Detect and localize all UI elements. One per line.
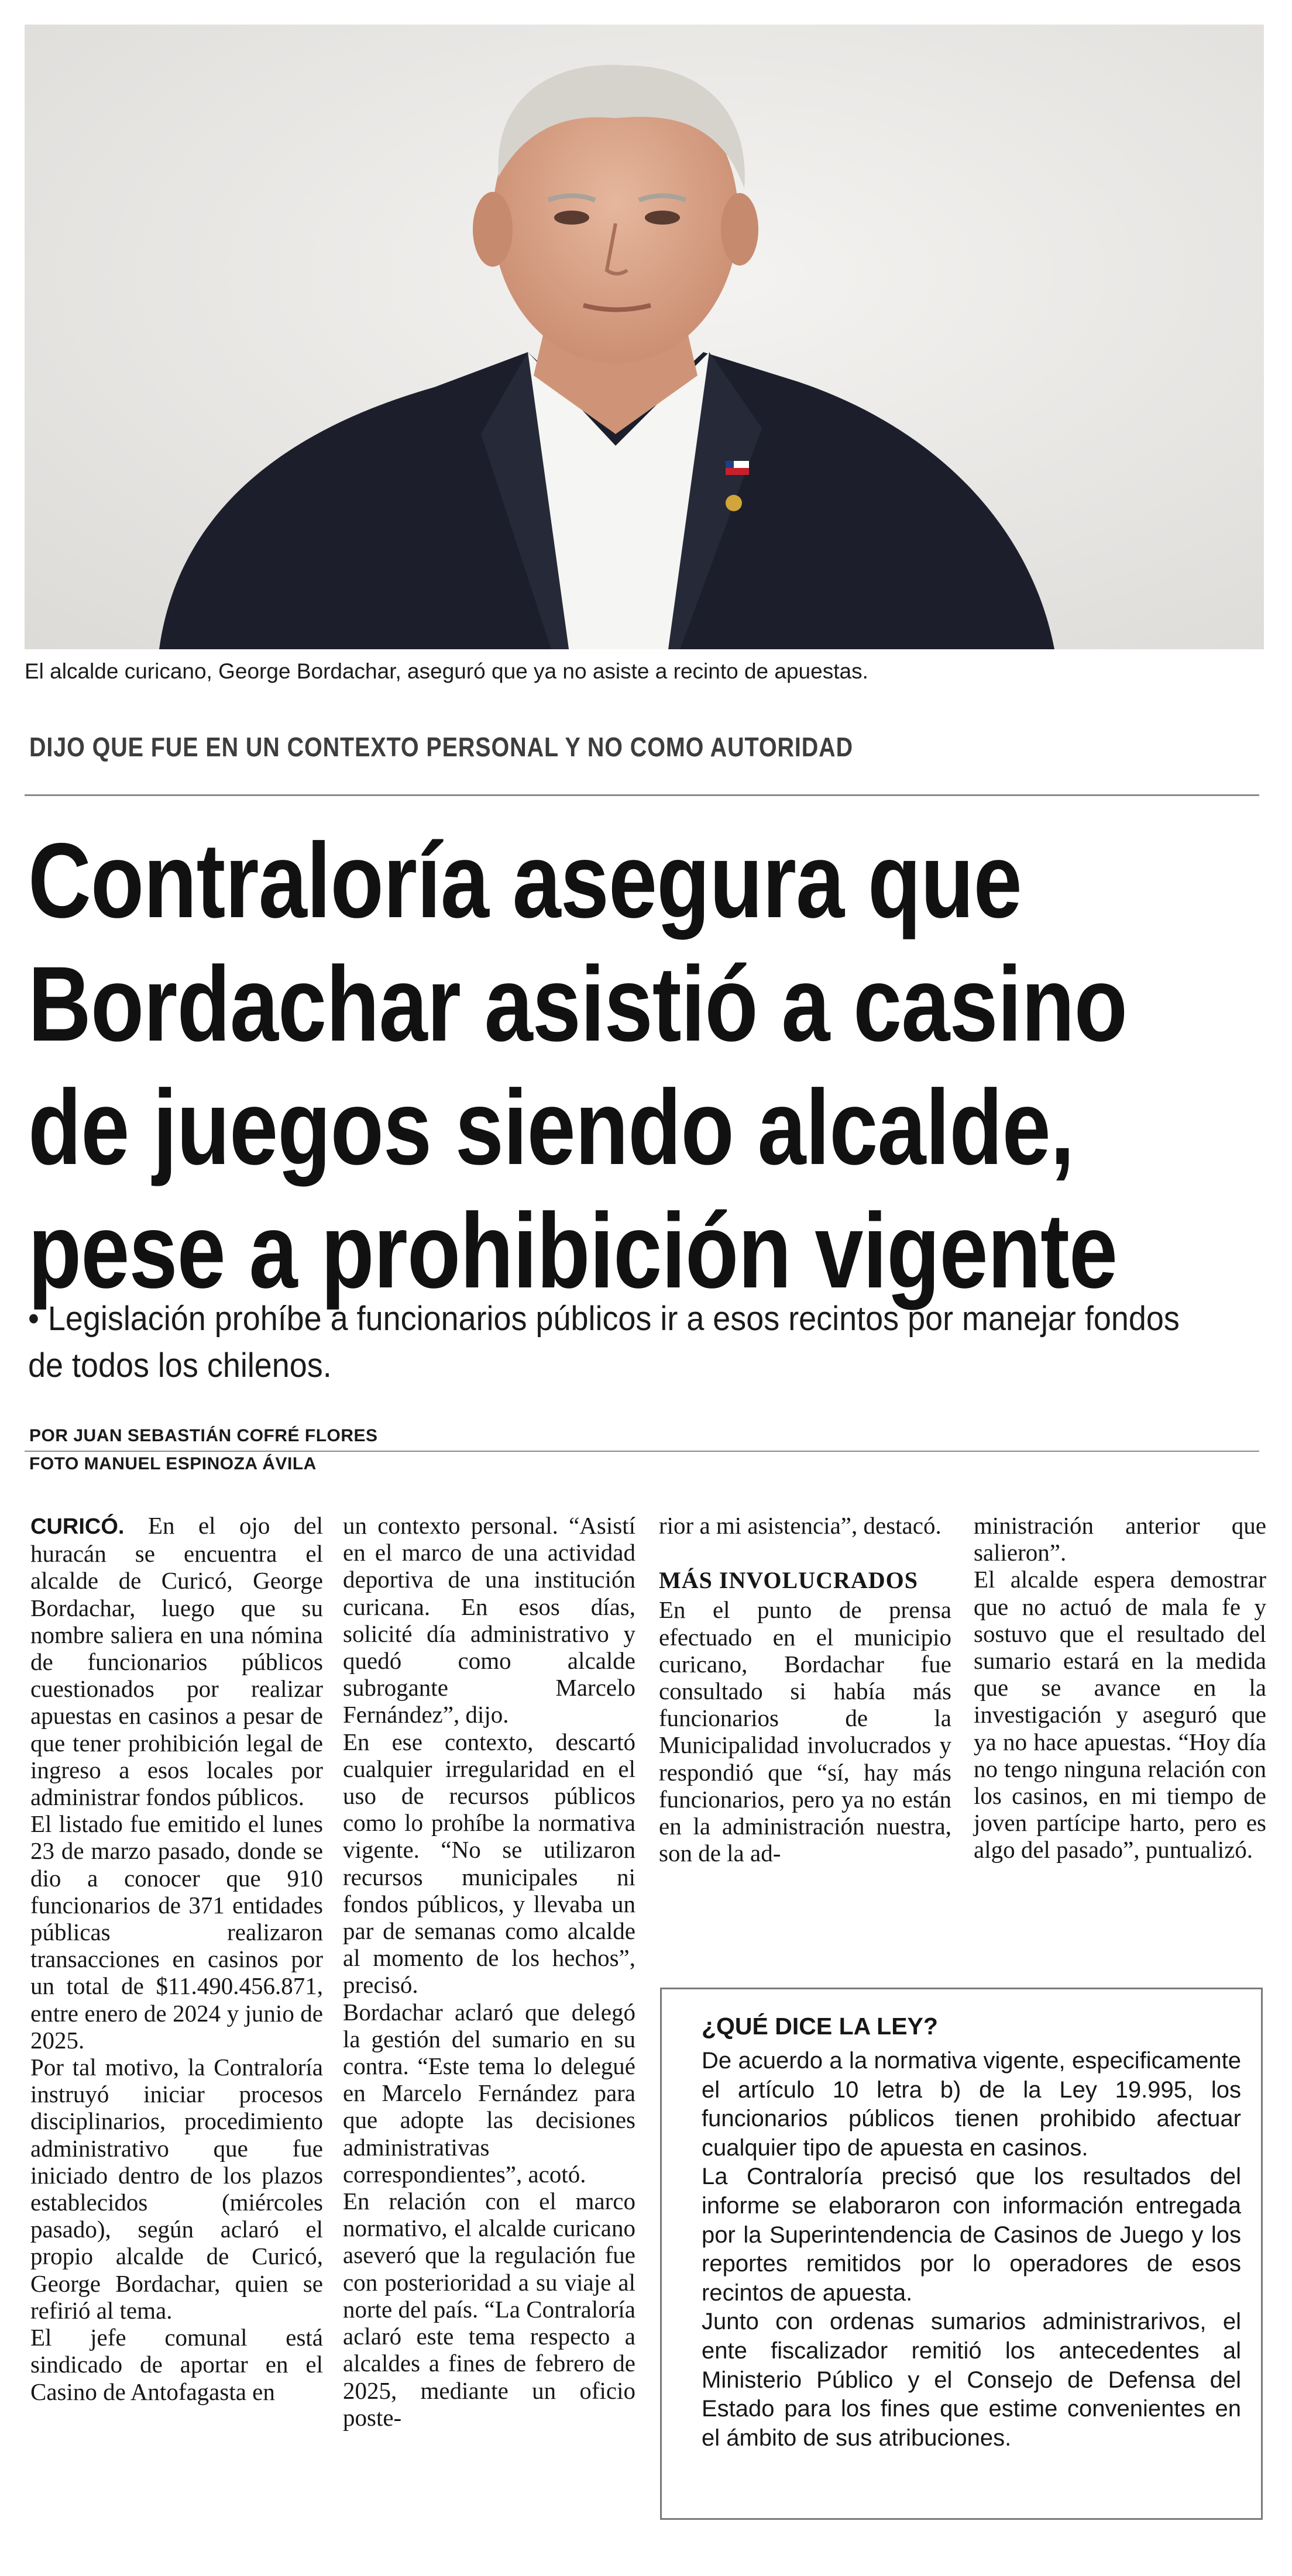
article-column-1 <box>30 1512 323 2405</box>
divider <box>25 1451 1259 1452</box>
portrait-photo-icon <box>25 25 1264 649</box>
article-photo <box>25 25 1264 649</box>
headline-line: Contraloría asegura que <box>28 821 1022 940</box>
paragraph: rior a mi asistencia”, destacó. <box>659 1512 941 1539</box>
headline-line: de juegos siendo alcalde, <box>28 1067 1074 1187</box>
paragraph: El listado fue emitido el lunes 23 de marzo pasado, donde se dio a conocer que 910 funcionarios de 371 entidades públicas realizaron transacciones en casinos por un total de $11.490.456.871, entre enero de 2024 y junio de 2025. <box>30 1810 323 2054</box>
article-column-2 <box>343 1512 635 2431</box>
dateline: CURICÓ. <box>30 1514 125 1539</box>
kicker: DIJO QUE FUE EN UN CONTEXTO PERSONAL Y NO COMO AUTORIDAD <box>29 732 854 762</box>
sidebar-title: ¿QUÉ DICE LA LEY? <box>702 2013 938 2040</box>
sidebar-box <box>660 1988 1263 2520</box>
article-column-3 <box>659 1512 951 1866</box>
sidebar-paragraph: La Contraloría precisó que los resultados del informe se elaboraron con información entregada por la Superintendencia de Casinos de Juego y los reportes remitidos por lo operadores de esos recintos de apuesta. <box>702 2164 1241 2306</box>
paragraph: El jefe comunal está sindicado de aportar en el Casino de Antofagasta en <box>30 2324 323 2405</box>
paragraph: En ese contexto, descartó cualquier irregularidad en el uso de recursos públicos como lo prohíbe la normativa vigente. “No se utilizaron recursos municipales ni fondos públicos, y llevaba un par de semanas como alcalde al momento de los hechos”, precisó. <box>343 1728 635 1999</box>
byline-author: POR JUAN SEBASTIÁN COFRÉ FLORES <box>29 1426 378 1445</box>
headline-line: Bordachar asistió a casino <box>28 944 1128 1063</box>
headline-line: pese a prohibición vigente <box>28 1191 1118 1310</box>
headline <box>28 819 1128 1313</box>
paragraph: Bordachar aclaró que delegó la gestión del sumario en su contra. “Este tema lo delegué en Marcelo Fernández para que adopte las decisiones administrativas correspondientes”, acotó. <box>343 1998 635 2188</box>
paragraph: un contexto personal. “Asistí en el marco de una actividad deportiva de una institución curicana. En esos días, solicité día administrativo y quedó como alcalde subrogante Marcelo Fernández”, dijo. <box>343 1512 635 1728</box>
paragraph: El alcalde espera demostrar que no actuó de mala fe y sostuvo que el resultado del sumario estará en la medida que se avance en la investigación y aseguró que ya no hace apuestas. “Hoy día no tengo ninguna relación con los casinos, en mi tiempo de joven partícipe harto, pero es algo del pasado”, puntualizó. <box>974 1566 1266 1864</box>
divider <box>25 794 1259 796</box>
paragraph: ministración anterior que salieron”. <box>974 1512 1266 1566</box>
subhead: • Legislación prohíbe a funcionarios públicos ir a esos recintos por manejar fondos de todos los chilenos. <box>28 1300 1180 1385</box>
sidebar-paragraph: De acuerdo a la normativa vigente, especificamente el artículo 10 letra b) de la Ley 19.995, los funcionarios públicos tienen prohibido afectuar cualquier tipo de apuesta en casinos. <box>702 2048 1241 2161</box>
paragraph: En el punto de prensa efectuado en el municipio curicano, Bordachar fue consultado si había más funcionarios de la Municipalidad involucrados y respondió que “sí, hay más funcionarios, pero ya no están en la administración nuestra, son de la ad- <box>659 1596 951 1867</box>
sidebar-paragraph: Junto con ordenas sumarios administrarivos, el ente fiscalizador remitió los antecedentes al Ministerio Público y el Consejo de Defensa del Estado para los fines que estime convenientes en el ámbito de sus atribuciones. <box>702 2309 1241 2451</box>
paragraph: Por tal motivo, la Contraloría instruyó iniciar procesos disciplinarios, procedimiento administrativo que fue iniciado dentro de los plazos establecidos (miércoles pasado), según aclaró el propio alcalde de Curicó, George Bordachar, quien se refirió al tema. <box>30 2054 323 2324</box>
paragraph <box>30 1512 323 1810</box>
section-subheading: MÁS INVOLUCRADOS <box>659 1567 919 1594</box>
byline-photo: FOTO MANUEL ESPINOZA ÁVILA <box>29 1454 317 1473</box>
paragraph: En relación con el marco normativo, el alcalde curicano aseveró que la regulación fue con posterioridad a su viaje al norte del país. “La Contraloría aclaró este tema respecto a alcaldes a fines de febrero de 2025, mediante un oficio poste- <box>343 2188 635 2431</box>
article-column-4 <box>974 1512 1266 1864</box>
paragraph-text: En el ojo del huracán se encuentra el alcalde de Curicó, George Bordachar, luego que su nombre saliera en una nómina de funcionarios públicos cuestionados por realizar apuestas en casinos a pesar de que tener prohibición legal de ingreso a esos locales por administrar fondos públicos. <box>30 1512 323 1811</box>
photo-caption: El alcalde curicano, George Bordachar, aseguró que ya no asiste a recinto de apuestas. <box>25 659 868 683</box>
